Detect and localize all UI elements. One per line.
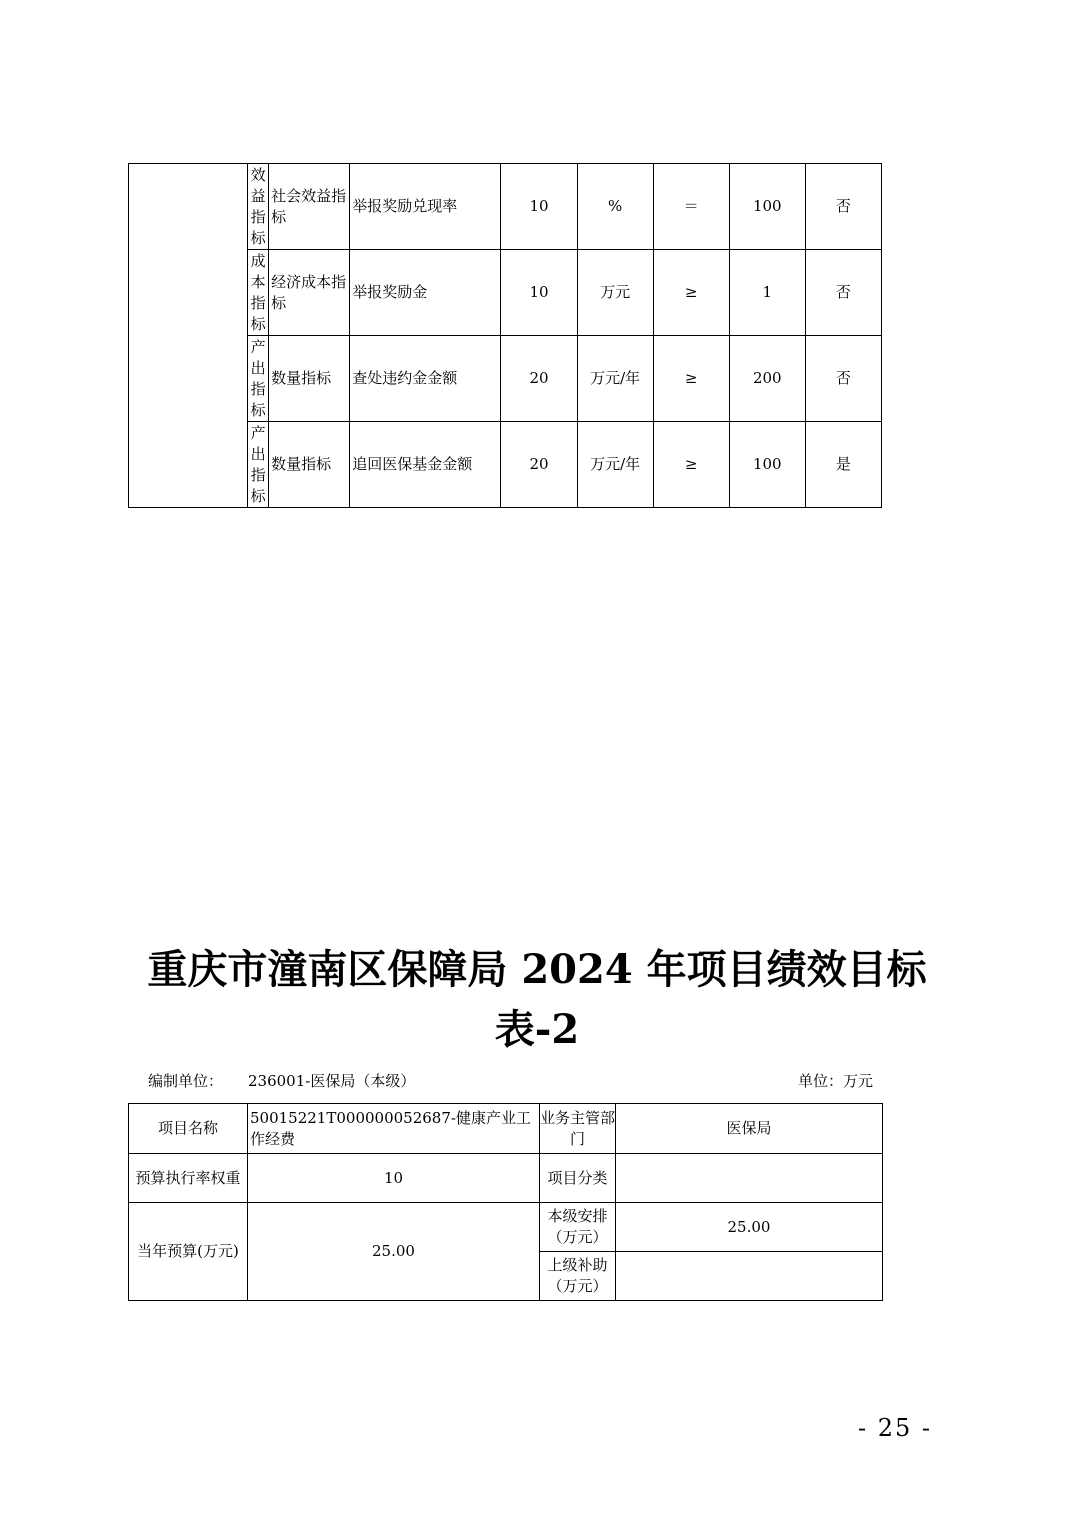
compiling-unit-label: 编制单位： [148,1072,224,1090]
page-number: - 25 - [858,1414,933,1442]
indicator-name: 查处违约金金额 [350,336,501,422]
indicator-target: 100 [729,422,805,508]
indicator-weight: 20 [501,422,577,508]
performance-indicator-table [128,163,882,508]
project-info-table [128,1103,883,1301]
document-title-line2: 表-2 [494,1006,580,1053]
indicator-core-flag: 否 [805,250,881,336]
project-category-label: 项目分类 [540,1154,616,1203]
project-name-label: 项目名称 [129,1104,248,1154]
indicator-subcategory: 数量指标 [269,422,350,508]
indicator-unit: 万元/年 [577,336,653,422]
indicator-core-flag: 否 [805,164,881,250]
execution-weight-value: 10 [248,1154,540,1203]
table-row [129,1203,883,1252]
table-row [129,1104,883,1154]
indicator-category: 产 出 指 标 [248,336,269,422]
indicator-operator: ＝ [653,164,729,250]
indicator-weight: 10 [501,250,577,336]
execution-weight-label: 预算执行率权重 [129,1154,248,1203]
indicator-target: 200 [729,336,805,422]
table-row [129,164,882,250]
upper-subsidy-label: 上级补助（万元） [540,1252,616,1301]
indicator-operator: ≥ [653,422,729,508]
indicator-unit: 万元 [577,250,653,336]
indicator-name: 举报奖励金 [350,250,501,336]
local-allocation-value: 25.00 [616,1203,883,1252]
indicator-name: 追回医保基金金额 [350,422,501,508]
indicator-target: 1 [729,250,805,336]
indicator-weight: 20 [501,336,577,422]
compiling-unit-value: 236001-医保局（本级） [248,1072,416,1090]
project-name-value: 50015221T000000052687-健康产业工作经费 [248,1104,540,1154]
indicator-unit: % [577,164,653,250]
indicator-weight: 10 [501,164,577,250]
indicator-subcategory: 经济成本指标 [269,250,350,336]
indicator-core-flag: 否 [805,336,881,422]
indicator-subcategory: 社会效益指标 [269,164,350,250]
blank-merged-cell [129,164,248,508]
annual-budget-label: 当年预算(万元) [129,1203,248,1301]
indicator-category: 产 出 指 标 [248,422,269,508]
indicator-target: 100 [729,164,805,250]
upper-subsidy-value [616,1252,883,1301]
indicator-core-flag: 是 [805,422,881,508]
indicator-name: 举报奖励兑现率 [350,164,501,250]
indicator-unit: 万元/年 [577,422,653,508]
document-title-line1: 重庆市潼南区保障局 2024 年项目绩效目标 [147,946,927,993]
currency-unit: 单位：万元 [798,1072,874,1090]
indicator-category: 成 本 指 标 [248,250,269,336]
department-value: 医保局 [616,1104,883,1154]
table-row [129,1154,883,1203]
department-label: 业务主管部门 [540,1104,616,1154]
indicator-operator: ≥ [653,250,729,336]
project-category-value [616,1154,883,1203]
annual-budget-value: 25.00 [248,1203,540,1301]
indicator-category: 效 益 指 标 [248,164,269,250]
indicator-operator: ≥ [653,336,729,422]
local-allocation-label: 本级安排（万元） [540,1203,616,1252]
indicator-subcategory: 数量指标 [269,336,350,422]
